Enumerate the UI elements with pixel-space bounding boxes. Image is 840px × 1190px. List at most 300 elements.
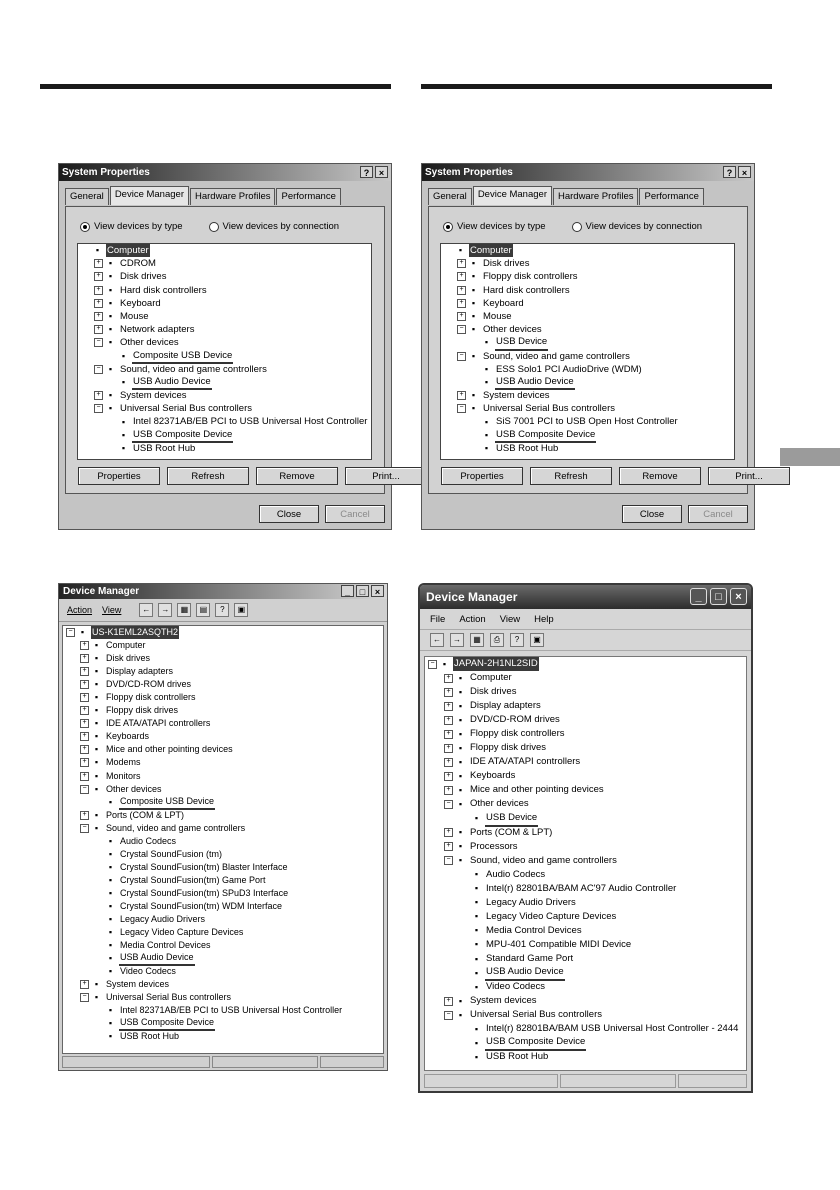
device-icon: ▪ <box>484 442 489 453</box>
tree-item[interactable] <box>425 741 746 755</box>
tree-item-label: Composite USB Device <box>119 795 215 810</box>
tree-spacer <box>444 246 453 255</box>
tree-item[interactable] <box>63 900 383 913</box>
tree-item-label: Other devices <box>470 798 529 810</box>
device-icon: ▪ <box>458 245 463 256</box>
cancel-button[interactable]: Cancel <box>325 505 385 523</box>
tab-performance[interactable]: Performance <box>639 188 703 205</box>
scan-hardware-icon[interactable]: ▣ <box>234 603 248 617</box>
expand-icon[interactable]: + <box>94 391 103 400</box>
device-icon: ▪ <box>458 855 463 866</box>
properties-button[interactable]: Properties <box>78 467 160 485</box>
expand-icon[interactable]: + <box>94 299 103 308</box>
tree-item-label: Crystal SoundFusion(tm) Blaster Interface <box>120 861 288 872</box>
tree-item[interactable] <box>63 913 383 926</box>
tab-general[interactable]: General <box>428 188 472 205</box>
device-tree[interactable] <box>424 656 747 1071</box>
device-icon: ▪ <box>471 311 476 322</box>
tree-item[interactable] <box>425 966 746 980</box>
tree-item[interactable] <box>63 809 383 822</box>
device-icon: ▪ <box>108 914 113 925</box>
close-x-button[interactable]: × <box>375 166 388 178</box>
tree-item-label: USB Composite Device <box>495 428 596 443</box>
tree-item[interactable] <box>63 783 383 796</box>
expand-icon[interactable]: + <box>444 997 453 1006</box>
tree-item[interactable] <box>425 826 746 840</box>
tree-item[interactable] <box>441 284 734 297</box>
expand-icon[interactable]: + <box>80 667 89 676</box>
device-icon: ▪ <box>108 258 113 269</box>
tree-item[interactable] <box>63 743 383 756</box>
help-button[interactable]: ? <box>360 166 373 178</box>
close-x-button[interactable]: × <box>730 588 747 605</box>
tree-item[interactable] <box>441 442 734 455</box>
tree-item-label: SiS 7001 PCI to USB Open Host Controller <box>496 416 678 428</box>
device-icon: ▪ <box>94 822 99 833</box>
tree-item[interactable] <box>425 783 746 797</box>
tree-item-label: Keyboard <box>483 297 524 309</box>
cancel-button[interactable]: Cancel <box>688 505 748 523</box>
device-icon: ▪ <box>458 700 463 711</box>
collapse-icon[interactable]: − <box>80 785 89 794</box>
device-icon: ▪ <box>108 284 113 295</box>
tree-item[interactable] <box>425 1036 746 1050</box>
collapse-icon[interactable]: − <box>94 404 103 413</box>
tree-item[interactable] <box>78 284 371 297</box>
device-icon: ▪ <box>94 705 99 716</box>
collapse-icon[interactable]: − <box>94 338 103 347</box>
tree-item[interactable] <box>425 854 746 868</box>
tree-item-label: System devices <box>120 390 187 402</box>
expand-icon[interactable]: + <box>80 654 89 663</box>
tab-hardware-profiles[interactable]: Hardware Profiles <box>190 188 276 205</box>
close-x-button[interactable]: × <box>738 166 751 178</box>
expand-icon[interactable]: + <box>444 688 453 697</box>
radio-view-by-type[interactable]: View devices by type <box>80 221 183 232</box>
tree-item[interactable] <box>63 665 383 678</box>
tree-item-label: IDE ATA/ATAPI controllers <box>470 756 581 768</box>
menu-action[interactable]: Action <box>459 613 486 625</box>
tree-item[interactable] <box>63 822 383 835</box>
tree-item[interactable] <box>441 323 734 336</box>
tree-item-label: Composite USB Device <box>132 349 233 364</box>
tree-spacer <box>94 889 103 898</box>
maximize-button[interactable]: □ <box>356 585 369 597</box>
tree-item-label: USB Composite Device <box>119 1016 215 1031</box>
device-icon: ▪ <box>94 718 99 729</box>
expand-icon[interactable]: + <box>444 758 453 767</box>
expand-icon[interactable]: + <box>94 286 103 295</box>
expand-icon[interactable]: + <box>80 719 89 728</box>
tree-item[interactable] <box>78 297 371 310</box>
tab-device-manager[interactable]: Device Manager <box>473 186 552 205</box>
device-icon: ▪ <box>94 744 99 755</box>
print-icon[interactable]: ⎙ <box>490 633 504 647</box>
tree-item[interactable] <box>78 257 371 270</box>
tree-item[interactable] <box>441 336 734 349</box>
expand-icon[interactable]: + <box>444 674 453 683</box>
maximize-button[interactable]: □ <box>710 588 727 605</box>
collapse-icon[interactable]: − <box>444 800 453 809</box>
expand-icon[interactable]: + <box>94 325 103 334</box>
tree-item-label: IDE ATA/ATAPI controllers <box>106 718 211 729</box>
tree-item[interactable] <box>63 978 383 991</box>
tree-spacer <box>94 863 103 872</box>
device-icon: ▪ <box>94 992 99 1003</box>
expand-icon[interactable]: + <box>80 980 89 989</box>
tree-spacer <box>460 955 469 964</box>
title-bar <box>59 584 387 599</box>
close-button[interactable]: Close <box>259 505 319 523</box>
device-icon: ▪ <box>108 835 113 846</box>
tree-item[interactable] <box>78 244 371 257</box>
device-icon: ▪ <box>108 901 113 911</box>
tree-spacer <box>94 941 103 950</box>
tree-item[interactable] <box>78 310 371 323</box>
device-icon: ▪ <box>474 1023 479 1034</box>
device-icon: ▪ <box>471 284 476 295</box>
collapse-icon[interactable]: − <box>457 352 466 361</box>
tree-item-label: Processors <box>470 840 518 852</box>
tree-item[interactable] <box>63 965 383 978</box>
menu-file[interactable]: File <box>430 613 446 625</box>
tree-item[interactable] <box>425 685 746 699</box>
device-icon: ▪ <box>474 897 479 908</box>
tree-item[interactable] <box>63 848 383 861</box>
tree-item[interactable] <box>441 402 734 415</box>
expand-icon[interactable]: + <box>444 716 453 725</box>
tree-item[interactable] <box>78 376 371 389</box>
properties-button[interactable]: Properties <box>441 467 523 485</box>
window-title: Device Manager <box>63 586 140 597</box>
tree-item[interactable] <box>425 755 746 769</box>
tree-spacer <box>470 378 479 387</box>
device-icon: ▪ <box>471 324 476 335</box>
system-properties-dialog-a <box>58 163 400 530</box>
radio-view-by-connection[interactable]: View devices by connection <box>572 221 703 232</box>
tree-item[interactable] <box>63 691 383 704</box>
forward-arrow-icon[interactable]: → <box>158 603 172 617</box>
tree-item-label: Intel 82371AB/EB PCI to USB Universal Host Controller <box>120 1005 343 1016</box>
tree-item[interactable] <box>63 717 383 730</box>
tree-item-label: USB Audio Device <box>495 375 575 390</box>
tree-item[interactable] <box>425 938 746 952</box>
expand-icon[interactable]: + <box>94 259 103 268</box>
tree-spacer <box>460 940 469 949</box>
tree-item[interactable] <box>63 770 383 783</box>
tree-item[interactable] <box>63 1004 383 1017</box>
tree-item-label: Universal Serial Bus controllers <box>483 403 615 415</box>
tree-item-label: Computer <box>470 672 512 684</box>
expand-icon[interactable]: + <box>457 299 466 308</box>
tree-item[interactable] <box>425 727 746 741</box>
tree-item[interactable] <box>425 671 746 685</box>
tree-item[interactable] <box>425 1008 746 1022</box>
tree-item[interactable] <box>425 952 746 966</box>
collapse-icon[interactable]: − <box>457 325 466 334</box>
tree-spacer <box>81 246 90 255</box>
tree-item[interactable] <box>63 626 383 639</box>
collapse-icon[interactable]: − <box>94 365 103 374</box>
tree-item[interactable] <box>425 840 746 854</box>
minimize-button[interactable]: _ <box>341 585 354 597</box>
print-button[interactable]: Print... <box>345 467 427 485</box>
device-icon: ▪ <box>474 953 479 964</box>
system-properties-dialog-b <box>421 163 763 530</box>
expand-icon[interactable]: + <box>444 842 453 851</box>
tree-spacer <box>460 814 469 823</box>
expand-icon[interactable]: + <box>457 272 466 281</box>
device-icon: ▪ <box>458 784 463 795</box>
tree-spacer <box>460 912 469 921</box>
close-x-button[interactable]: × <box>371 585 384 597</box>
tree-item[interactable] <box>78 363 371 376</box>
tree-item[interactable] <box>78 350 371 363</box>
tree-item[interactable] <box>425 812 746 826</box>
tree-item-label: System devices <box>483 390 550 402</box>
expand-icon[interactable]: + <box>457 312 466 321</box>
expand-icon[interactable]: + <box>457 259 466 268</box>
tree-item[interactable] <box>63 835 383 848</box>
tree-item[interactable] <box>441 376 734 389</box>
expand-icon[interactable]: + <box>80 811 89 820</box>
tree-item[interactable] <box>63 639 383 652</box>
tree-item[interactable] <box>441 429 734 442</box>
expand-icon[interactable]: + <box>457 286 466 295</box>
tree-item[interactable] <box>425 994 746 1008</box>
tree-item-label: Legacy Video Capture Devices <box>486 910 617 922</box>
expand-icon[interactable]: + <box>80 732 89 741</box>
tree-item[interactable] <box>63 874 383 887</box>
radio-view-by-connection[interactable]: View devices by connection <box>209 221 340 232</box>
tree-item-label: US-K1EML2ASQTH2 <box>91 626 179 639</box>
tree-item[interactable] <box>441 310 734 323</box>
tree-item[interactable] <box>78 402 371 415</box>
menu-view[interactable]: View <box>499 613 521 625</box>
tree-item[interactable] <box>425 868 746 882</box>
remove-button[interactable]: Remove <box>619 467 701 485</box>
tree-item[interactable] <box>441 350 734 363</box>
expand-icon[interactable]: + <box>80 745 89 754</box>
tree-view-icon[interactable]: ▦ <box>177 603 191 617</box>
tree-item-label: CDROM <box>120 258 156 270</box>
print-button[interactable]: Print... <box>708 467 790 485</box>
expand-icon[interactable]: + <box>80 758 89 767</box>
title-bar <box>420 585 751 609</box>
collapse-icon[interactable]: − <box>428 660 437 669</box>
device-icon: ▪ <box>94 731 99 742</box>
expand-icon[interactable]: + <box>94 272 103 281</box>
tree-item[interactable] <box>63 991 383 1004</box>
tree-item[interactable] <box>63 887 383 900</box>
help-icon[interactable]: ? <box>215 603 229 617</box>
device-icon: ▪ <box>108 927 113 938</box>
tree-item-label: Universal Serial Bus controllers <box>120 403 252 415</box>
tree-item[interactable] <box>425 896 746 910</box>
tree-item-label: Disk drives <box>470 686 517 698</box>
expand-icon[interactable]: + <box>444 828 453 837</box>
tree-item[interactable] <box>425 657 746 671</box>
device-icon: ▪ <box>474 883 479 894</box>
collapse-icon[interactable]: − <box>80 993 89 1002</box>
tree-item[interactable] <box>78 429 371 442</box>
tree-item-label: MPU-401 Compatible MIDI Device <box>486 938 632 950</box>
device-icon: ▪ <box>108 966 113 977</box>
device-icon: ▪ <box>458 841 463 852</box>
collapse-icon[interactable]: − <box>457 404 466 413</box>
device-icon: ▪ <box>474 981 479 992</box>
expand-icon[interactable]: + <box>444 786 453 795</box>
tree-item-label: Computer <box>106 640 146 651</box>
device-icon: ▪ <box>94 783 99 794</box>
tree-view-icon[interactable]: ▦ <box>470 633 484 647</box>
expand-icon[interactable]: + <box>94 312 103 321</box>
expand-icon[interactable]: + <box>80 772 89 781</box>
expand-icon[interactable]: + <box>80 693 89 702</box>
scan-hardware-icon[interactable]: ▣ <box>530 633 544 647</box>
device-manager-panel <box>428 206 763 494</box>
tab-general[interactable]: General <box>65 188 109 205</box>
tree-item[interactable] <box>425 1022 746 1036</box>
close-button[interactable]: Close <box>622 505 682 523</box>
tree-item[interactable] <box>425 769 746 783</box>
tree-item[interactable] <box>441 244 734 257</box>
tree-item[interactable] <box>63 939 383 952</box>
tree-item-label: USB Root Hub <box>496 442 559 454</box>
expand-icon[interactable]: + <box>457 391 466 400</box>
tree-item[interactable] <box>78 323 371 336</box>
status-bar <box>62 1056 384 1068</box>
tree-item-label: System devices <box>470 995 537 1007</box>
tree-item[interactable] <box>425 924 746 938</box>
back-arrow-icon[interactable]: ← <box>139 603 153 617</box>
tree-item-label: Floppy disk drives <box>106 705 179 716</box>
tree-item[interactable] <box>63 704 383 717</box>
tree-item[interactable] <box>425 1050 746 1064</box>
tree-item-label: Disk drives <box>106 653 151 664</box>
tree-item-label: Floppy disk drives <box>470 742 547 754</box>
tree-item[interactable] <box>441 363 734 376</box>
tree-item-label: Crystal SoundFusion(tm) SPuD3 Interface <box>120 887 289 898</box>
expand-icon[interactable]: + <box>80 641 89 650</box>
tab-device-manager[interactable]: Device Manager <box>110 186 189 205</box>
tree-item-label: Network adapters <box>120 324 195 336</box>
tree-item[interactable] <box>441 297 734 310</box>
tree-item[interactable] <box>441 389 734 402</box>
back-arrow-icon[interactable]: ← <box>430 633 444 647</box>
minimize-button[interactable]: _ <box>690 588 707 605</box>
tree-item[interactable] <box>63 1030 383 1043</box>
tree-spacer <box>107 431 116 440</box>
device-icon: ▪ <box>474 925 479 936</box>
properties-icon[interactable]: ▤ <box>196 603 210 617</box>
tree-item[interactable] <box>63 678 383 691</box>
device-tree[interactable] <box>62 625 384 1054</box>
tree-item-label: USB Audio Device <box>119 951 195 966</box>
tree-item[interactable] <box>441 270 734 283</box>
tree-item-label: USB Audio Device <box>132 375 212 390</box>
tree-item[interactable] <box>425 882 746 896</box>
tree-item-label: Mouse <box>483 310 512 322</box>
device-icon: ▪ <box>474 1051 479 1062</box>
tree-spacer <box>460 983 469 992</box>
tree-item[interactable] <box>63 652 383 665</box>
tree-spacer <box>107 418 116 427</box>
tree-item-label: Other devices <box>120 337 179 349</box>
expand-icon[interactable]: + <box>444 730 453 739</box>
expand-icon[interactable]: + <box>444 702 453 711</box>
tree-item[interactable] <box>63 730 383 743</box>
menu-help[interactable]: Help <box>534 613 554 625</box>
menu-action[interactable]: Action <box>67 605 93 615</box>
tree-item-label: Monitors <box>106 770 141 781</box>
help-icon[interactable]: ? <box>510 633 524 647</box>
tree-item[interactable] <box>425 797 746 811</box>
tree-spacer <box>94 967 103 976</box>
radio-view-by-type[interactable]: View devices by type <box>443 221 546 232</box>
tree-item[interactable] <box>63 796 383 809</box>
device-icon: ▪ <box>458 798 463 809</box>
tree-item[interactable] <box>63 861 383 874</box>
tree-item[interactable] <box>425 980 746 994</box>
expand-icon[interactable]: + <box>444 744 453 753</box>
collapse-icon[interactable]: − <box>444 1011 453 1020</box>
device-icon: ▪ <box>94 666 99 677</box>
tree-item[interactable] <box>425 699 746 713</box>
tree-spacer <box>470 444 479 453</box>
remove-button[interactable]: Remove <box>256 467 338 485</box>
tree-item[interactable] <box>425 910 746 924</box>
device-icon: ▪ <box>95 245 100 256</box>
help-button[interactable]: ? <box>723 166 736 178</box>
tree-item[interactable] <box>78 442 371 455</box>
device-icon: ▪ <box>94 653 99 664</box>
menu-view[interactable]: View <box>102 605 122 615</box>
refresh-button[interactable]: Refresh <box>167 467 249 485</box>
tab-hardware-profiles[interactable]: Hardware Profiles <box>553 188 639 205</box>
expand-icon[interactable]: + <box>80 706 89 715</box>
expand-icon[interactable]: + <box>444 772 453 781</box>
refresh-button[interactable]: Refresh <box>530 467 612 485</box>
device-icon: ▪ <box>94 809 99 820</box>
tree-item[interactable] <box>63 1017 383 1030</box>
tree-item-label: Other devices <box>483 324 542 336</box>
tree-item[interactable] <box>441 257 734 270</box>
collapse-icon[interactable]: − <box>66 628 75 637</box>
device-icon: ▪ <box>108 363 113 374</box>
expand-icon[interactable]: + <box>80 680 89 689</box>
collapse-icon[interactable]: − <box>80 824 89 833</box>
device-tree[interactable] <box>440 243 735 460</box>
tree-item[interactable] <box>63 952 383 965</box>
device-icon: ▪ <box>484 363 489 374</box>
collapse-icon[interactable]: − <box>444 856 453 865</box>
device-icon: ▪ <box>108 848 113 859</box>
forward-arrow-icon[interactable]: → <box>450 633 464 647</box>
tree-item[interactable] <box>78 270 371 283</box>
tree-item[interactable] <box>63 926 383 939</box>
device-icon: ▪ <box>94 979 99 990</box>
tree-item[interactable] <box>63 756 383 769</box>
tree-item[interactable] <box>78 389 371 402</box>
device-tree[interactable] <box>77 243 372 460</box>
tab-performance[interactable]: Performance <box>276 188 340 205</box>
tree-item[interactable] <box>425 713 746 727</box>
tree-item-label: Other devices <box>106 783 162 794</box>
tree-spacer <box>470 431 479 440</box>
tree-item-label: Display adapters <box>470 700 541 712</box>
tree-item-label: Standard Game Port <box>486 952 574 964</box>
